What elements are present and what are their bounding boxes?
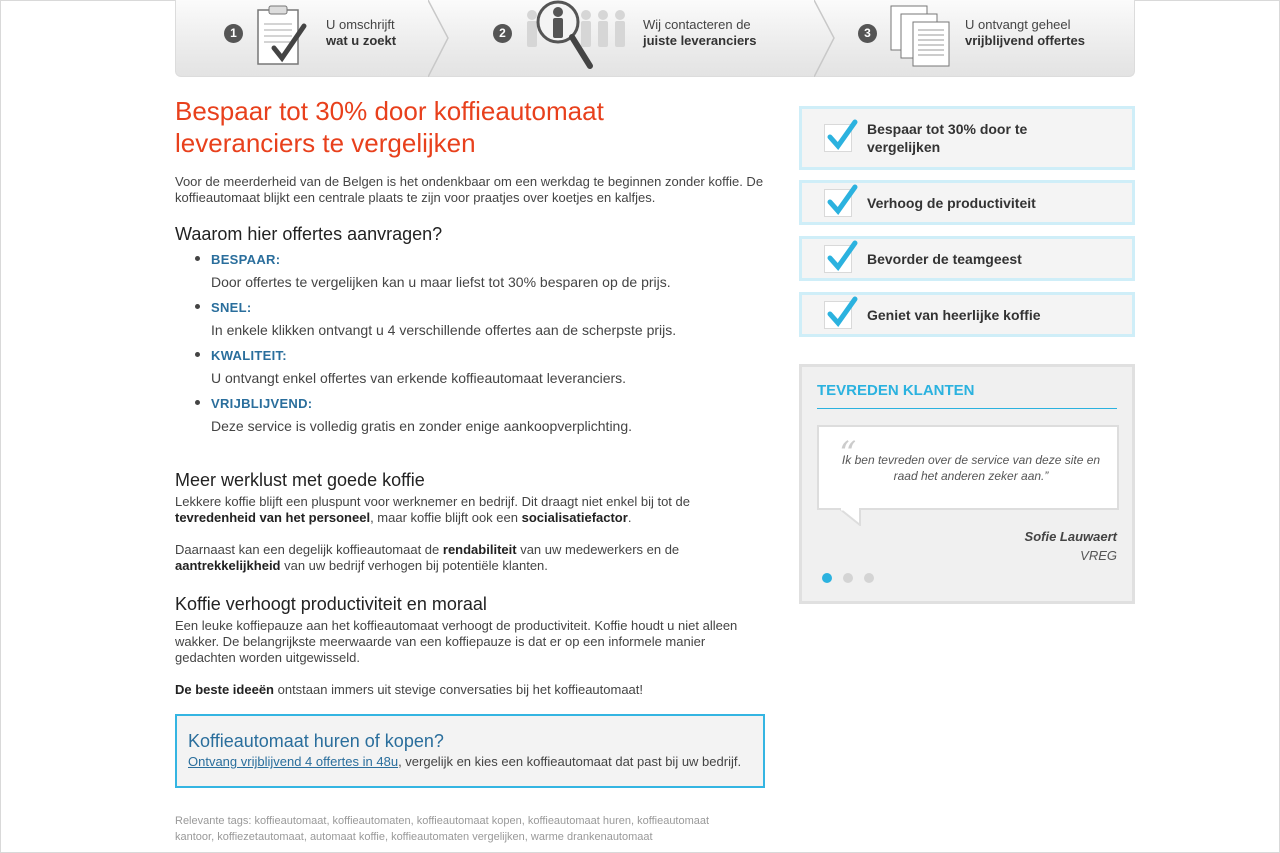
magnifier-people-icon — [524, 0, 634, 72]
section-paragraph — [175, 542, 715, 574]
bold-text: socialisatiefactor — [521, 510, 628, 525]
benefit-label: Bevorder de teamgeest — [867, 250, 1022, 267]
list-item — [211, 298, 775, 342]
reason-head: KWALITEIT: — [211, 348, 287, 363]
clipboard-check-icon — [256, 4, 316, 68]
bold-text: tevredenheid van het personeel — [175, 510, 371, 525]
cta-heading: Koffieautomaat huren of kopen? — [188, 731, 444, 751]
cta-box — [175, 714, 765, 788]
reason-body: U ontvangt enkel offertes van erkende koffieautomaat leveranciers. — [211, 370, 627, 386]
step-number: 1 — [224, 24, 243, 43]
benefit-label: Verhoog de productiviteit — [867, 194, 1036, 211]
text-span: , maar koffie blijft ook een — [370, 510, 522, 525]
benefit-label: Geniet van heerlijke koffie — [867, 306, 1041, 323]
list-item — [211, 394, 775, 438]
step-line2: juiste leveranciers — [643, 33, 757, 48]
benefit-label: Bespaar tot 30% door te vergelijken — [867, 121, 1028, 155]
reason-head: BESPAAR: — [211, 252, 281, 267]
benefit-item — [799, 180, 1135, 225]
carousel-dot[interactable] — [843, 573, 853, 583]
step-text — [326, 17, 396, 49]
cta-link[interactable]: Ontvang vrijblijvend 4 offertes in 48u — [188, 754, 399, 769]
section-paragraph: Een leuke koffiepauze aan het koffieautomaat verhoogt de productiviteit. Koffie houdt u niet alleen wakker. De belangrijkste meerwaarde van een koffiepauze is dat er op een informele manier gedachten worden uitgewisseld. — [175, 618, 738, 665]
section-heading: Koffie verhoogt productiviteit en moraal — [175, 594, 487, 614]
text-span: . — [627, 510, 632, 525]
step-line1: U ontvangt geheel — [965, 17, 1071, 32]
step-line2: wat u zoekt — [326, 33, 397, 48]
benefit-item — [799, 292, 1135, 337]
step-3 — [831, 0, 1136, 77]
text-span: van uw bedrijf verhogen bij potentiële klanten. — [280, 558, 548, 573]
text-span: , vergelijk en kies een koffieautomaat dat past bij uw bedrijf. — [398, 754, 742, 769]
testimonial-author — [1025, 527, 1117, 565]
step-number: 3 — [858, 24, 877, 43]
why-heading: Waarom hier offertes aanvragen? — [175, 224, 443, 244]
steps-bar — [175, 0, 1135, 77]
checkbox-check-icon — [824, 245, 852, 273]
step-text — [965, 17, 1085, 49]
cta-text — [188, 754, 752, 769]
testimonials-heading: TEVREDEN KLANTEN — [817, 382, 975, 399]
benefit-item — [799, 106, 1135, 170]
bold-text: De beste ideeën — [175, 682, 274, 697]
relevant-tags: Relevante tags: koffieautomaat, koffieautomaten, koffieautomaat kopen, koffieautomaat huren, koffieautomaat kantoor, koffiezetautomaat, automaat koffie, koffieautomaten vergelijken, warme drankenautomaat — [175, 815, 710, 843]
step-number: 2 — [493, 24, 512, 43]
section-heading: Meer werklust met goede koffie — [175, 470, 425, 490]
section-paragraph — [175, 682, 745, 698]
carousel-dot[interactable] — [822, 573, 832, 583]
list-item — [211, 346, 775, 390]
benefit-item — [799, 236, 1135, 281]
heading-divider — [817, 408, 1117, 409]
reason-body: Deze service is volledig gratis en zonder enige aankoopverplichting. — [211, 418, 633, 434]
text-span: ontstaan immers uit stevige conversaties bij het koffieautomaat! — [274, 682, 644, 697]
reason-body: Door offertes te vergelijken kan u maar liefst tot 30% besparen op de prijs. — [211, 274, 671, 290]
documents-icon — [889, 4, 955, 70]
bold-text: aantrekkelijkheid — [175, 558, 281, 573]
list-item — [211, 250, 775, 294]
text-span: Daarnaast kan een degelijk koffieautomaat de — [175, 542, 443, 557]
reason-head: VRIJBLIJVEND: — [211, 396, 313, 411]
author-company: VREG — [1080, 548, 1117, 563]
checkbox-check-icon — [824, 124, 852, 152]
step-line1: Wij contacteren de — [643, 17, 751, 32]
bubble-tail — [840, 508, 866, 526]
carousel-dots — [822, 570, 885, 588]
step-2 — [446, 0, 816, 77]
checkbox-check-icon — [824, 189, 852, 217]
intro-text: Voor de meerderheid van de Belgen is het ondenkbaar om een werkdag te beginnen zonder koffie. De koffieautomaat blijkt een centrale plaats te zijn voor praatjes over koetjes en kalfjes. — [175, 174, 764, 205]
step-text — [643, 17, 756, 49]
testimonials-panel — [799, 364, 1135, 604]
text-span: van uw medewerkers en de — [516, 542, 680, 557]
author-name: Sofie Lauwaert — [1024, 529, 1117, 544]
step-line1: U omschrijft — [326, 17, 395, 32]
reasons-list — [175, 250, 775, 438]
text-span: Lekkere koffie blijft een pluspunt voor werknemer en bedrijf. Dit draagt niet enkel bij tot de — [175, 494, 690, 509]
step-1 — [176, 0, 436, 77]
page-title: Bespaar tot 30% door koffieautomaat leveranciers te vergelijken — [175, 96, 604, 158]
reason-body: In enkele klikken ontvangt u 4 verschillende offertes aan de scherpste prijs. — [211, 322, 677, 338]
checkbox-check-icon — [824, 301, 852, 329]
main-content — [175, 95, 775, 442]
bold-text: rendabiliteit — [442, 542, 517, 557]
testimonial-quote: Ik ben tevreden over de service van deze site en raad het anderen zeker aan.” — [841, 453, 1101, 483]
step-line2: vrijblijvend offertes — [965, 33, 1085, 48]
quote-mark-icon: “ — [839, 434, 857, 474]
section-paragraph — [175, 494, 715, 526]
carousel-dot[interactable] — [864, 573, 874, 583]
reason-head: SNEL: — [211, 300, 252, 315]
quote-bubble — [817, 425, 1119, 510]
